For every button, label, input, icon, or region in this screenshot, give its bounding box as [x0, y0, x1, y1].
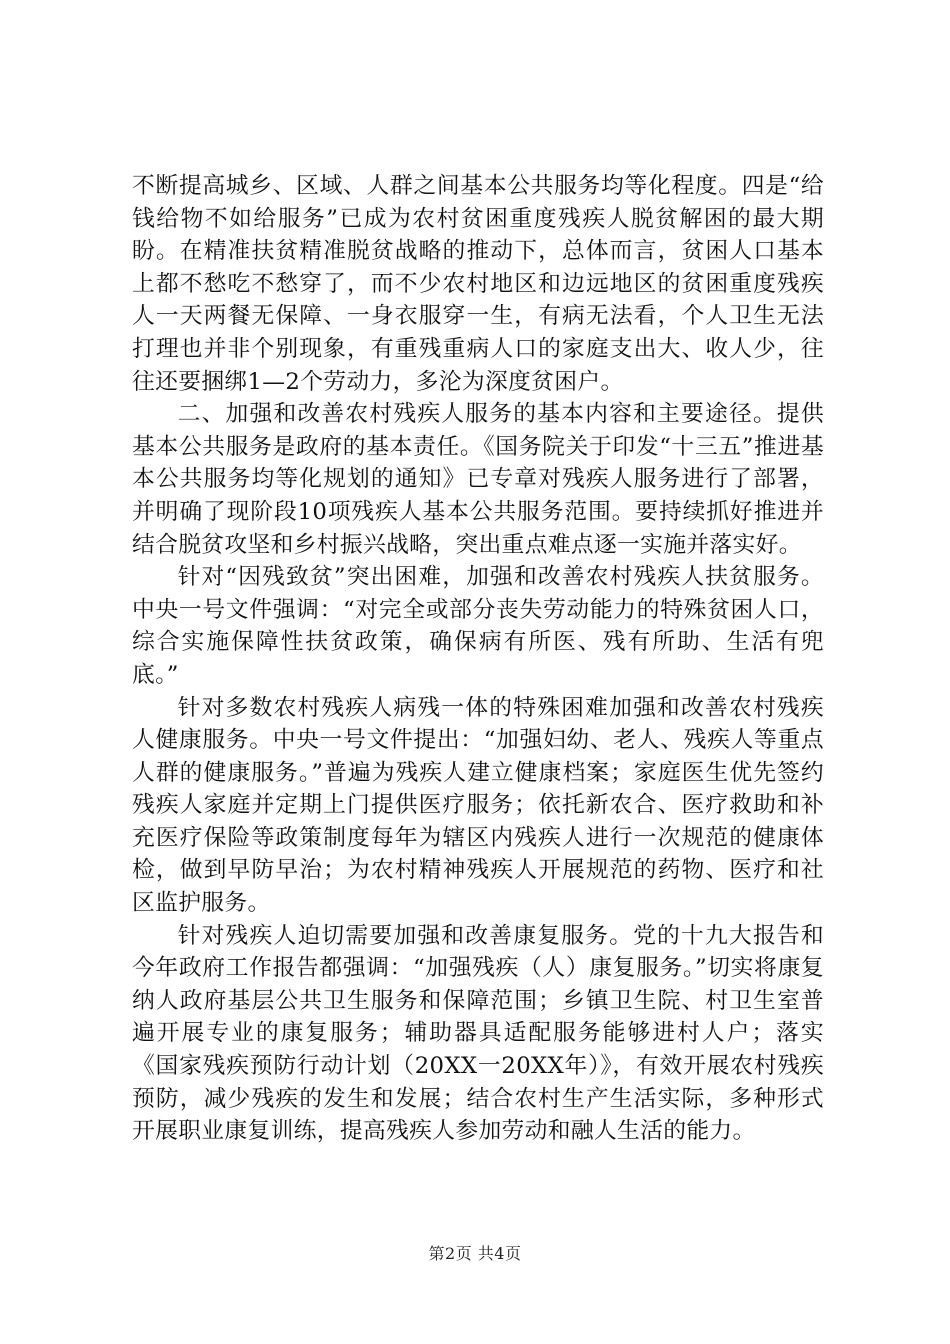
paragraph-1: 不断提高城乡、区域、人群之间基本公共服务均等化程度。四是“给钱给物不如给服务”已成为农村贫困重度残疾人脱贫解困的最大期盼。在精准扶贫精准脱贫战略的推动下，总体而言，贫困人口基本上都不愁吃不愁穿了，而不少农村地区和边远地区的贫困重度残疾人一天两餐无保障、一身衣服穿一生，有病无法看，个人卫生无法打理也并非个别现象，有重残重病人口的家庭支出大、收人少，往往还要捆绑1—2个劳动力，多沦为深度贫困户。: [132, 173, 824, 395]
paragraph-3: 针对“因残致贫”突出困难，加强和改善农村残疾人扶贫服务。中央一号文件强调：“对完全或部分丧失劳动能力的特殊贫困人口，综合实施保障性扶贫政策，确保病有所医、残有所助、生活有兜底。”: [132, 564, 824, 688]
paragraph-2: 二、加强和改善农村残疾人服务的基本内容和主要途径。提供基本公共服务是政府的基本责任。《国务院关于印发“十三五”推进基本公共服务均等化规划的通知》已专章对残疾人服务进行了部署，并明确了现阶段10项残疾人基本公共服务范围。要持续抓好推进并结合脱贫攻坚和乡村振兴战略，突出重点难点逐一实施并落实好。: [132, 401, 824, 558]
document-body: [132, 170, 824, 1148]
paragraph-4: 针对多数农村残疾人病残一体的特殊困难加强和改善农村残疾人健康服务。中央一号文件提出：“加强妇幼、老人、残疾人等重点人群的健康服务。”普遍为残疾人建立健康档案；家庭医生优先签约残疾人家庭并定期上门提供医疗服务；依托新农合、医疗救助和补充医疗保险等政策制度每年为辖区内残疾人进行一次规范的健康体检，做到早防早治；为农村精神残疾人开展规范的药物、医疗和社区监护服务。: [132, 694, 824, 917]
paragraph-5: 针对残疾人迫切需要加强和改善康复服务。党的十九大报告和今年政府工作报告都强调：“加强残疾（人）康复服务。”切实将康复纳人政府基层公共卫生服务和保障范围；乡镇卫生院、村卫生室普遍开展专业的康复服务；辅助器具适配服务能够进村人户；落实《国家残疾预防行动计划（20XX一20XX年）》，有效开展农村残疾预防，减少残疾的发生和发展；结合农村生产生活实际，多种形式开展职业康复训练，提高残疾人参加劳动和融人生活的能力。: [132, 922, 824, 1145]
page-number-footer: 第2页 共4页: [428, 1244, 522, 1263]
